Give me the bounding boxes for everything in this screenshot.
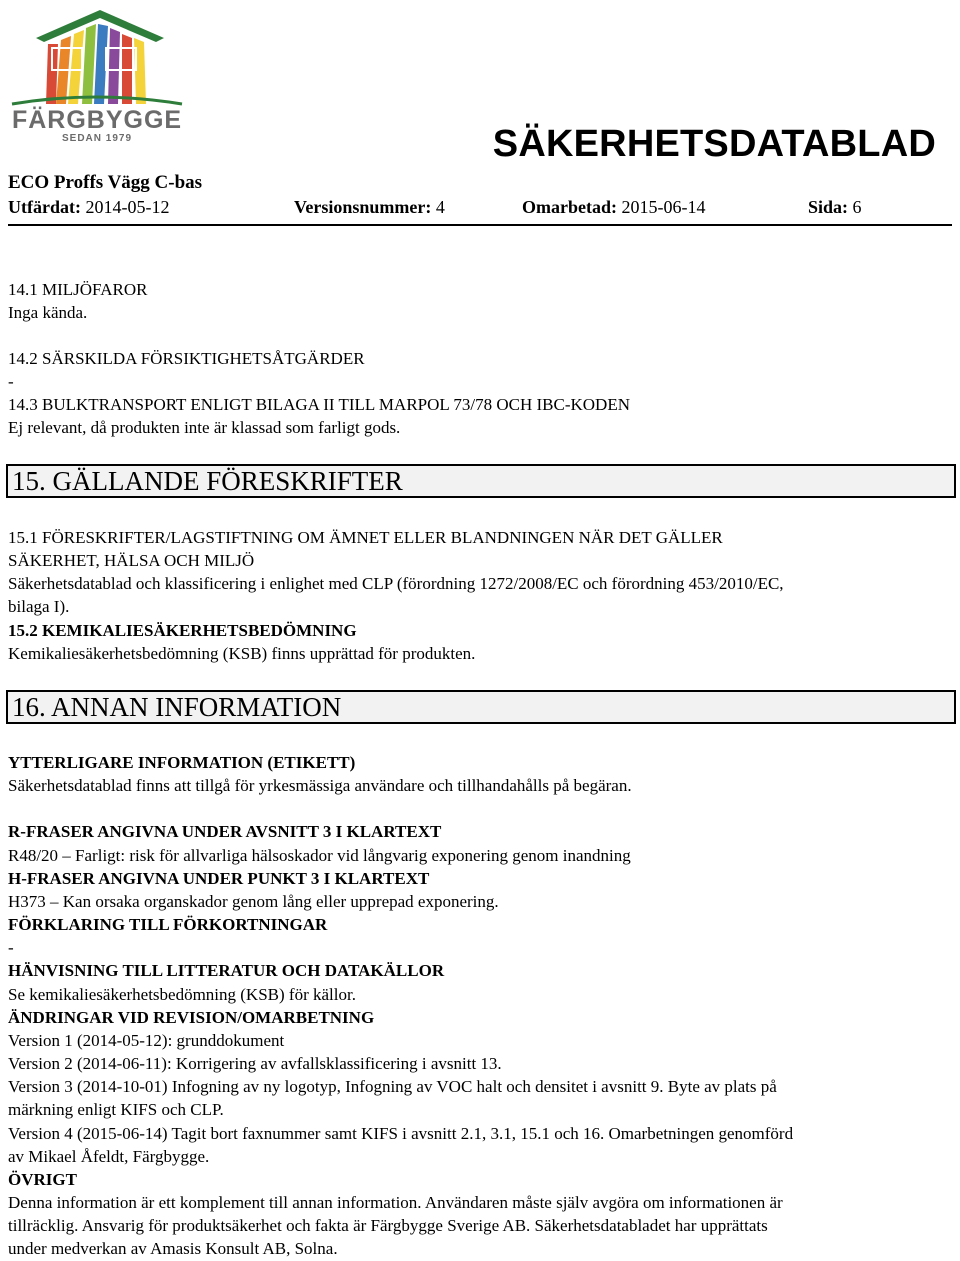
issued-field (8, 196, 169, 218)
version-value: 4 (435, 197, 445, 217)
product-name: ECO Proffs Vägg C-bas (8, 172, 203, 193)
text-14-2: - (8, 372, 14, 391)
heading-r-phrases: R-FRASER ANGIVNA UNDER AVSNITT 3 I KLARTEXT (8, 822, 442, 841)
logo-text: FÄRGBYGGE (11, 106, 183, 134)
issued-value: 2014-05-12 (85, 197, 170, 217)
issued-label: Utfärdat: (8, 197, 81, 217)
heading-revisions: ÄNDRINGAR VID REVISION/OMARBETNING (8, 1008, 375, 1027)
page-field (808, 196, 862, 218)
revision-v3-line2: märkning enligt KIFS och CLP. (8, 1100, 224, 1119)
version-field (294, 196, 445, 218)
fargbygge-logo (6, 6, 188, 148)
revised-value: 2015-06-14 (621, 197, 706, 217)
logo-subtext: SEDAN 1979 (61, 133, 133, 144)
text-r-phrases: R48/20 – Farligt: risk för allvarliga hälsoskador vid långvarig exponering genom inandning (8, 846, 631, 865)
revision-v3-line1: Version 3 (2014-10-01) Infogning av ny logotyp, Infogning av VOC halt och densitet i avsnitt 9. Byte av plats på (8, 1077, 777, 1096)
heading-14-3: 14.3 BULKTRANSPORT ENLIGT BILAGA II TILL MARPOL 73/78 OCH IBC-KODEN (8, 395, 630, 414)
heading-15-1-line1: 15.1 FÖRESKRIFTER/LAGSTIFTNING OM ÄMNET ELLER BLANDNINGEN NÄR DET GÄLLER (8, 528, 723, 547)
revision-v1: Version 1 (2014-05-12): grunddokument (8, 1031, 285, 1050)
text-15-1-line2: bilaga I). (8, 597, 70, 616)
revision-v4-line1: Version 4 (2015-06-14) Tagit bort faxnummer samt KIFS i avsnitt 2.1, 3.1, 15.1 och 16. Omarbetningen genomförd (8, 1124, 794, 1143)
heading-h-phrases: H-FRASER ANGIVNA UNDER PUNKT 3 I KLARTEXT (8, 869, 430, 888)
revised-label: Omarbetad: (522, 197, 617, 217)
heading-14-2: 14.2 SÄRSKILDA FÖRSIKTIGHETSÅTGÄRDER (8, 349, 365, 368)
text-14-1: Inga kända. (8, 303, 88, 322)
other-line3: under medverkan av Amasis Konsult AB, Solna. (8, 1239, 338, 1258)
heading-extra-info: YTTERLIGARE INFORMATION (ETIKETT) (8, 753, 356, 772)
other-line1: Denna information är ett komplement till annan information. Användaren måste själv avgöra om informationen är (8, 1193, 783, 1212)
text-literature: Se kemikaliesäkerhetsbedömning (KSB) för källor. (8, 985, 356, 1004)
text-15-2: Kemikaliesäkerhetsbedömning (KSB) finns upprättad för produkten. (8, 644, 476, 663)
header-divider (8, 224, 952, 226)
text-15-1-line1: Säkerhetsdatablad och klassificering i enlighet med CLP (förordning 1272/2008/EC och förordning 453/2010/EC, (8, 574, 784, 593)
heading-15-2: 15.2 KEMIKALIESÄKERHETSBEDÖMNING (8, 621, 357, 640)
version-label: Versionsnummer: (294, 197, 432, 217)
text-h-phrases: H373 – Kan orsaka organskador genom lång eller upprepad exponering. (8, 892, 499, 911)
text-14-3: Ej relevant, då produkten inte är klassad som farligt gods. (8, 418, 401, 437)
heading-literature: HÄNVISNING TILL LITTERATUR OCH DATAKÄLLOR (8, 961, 445, 980)
text-abbreviations: - (8, 938, 14, 957)
revision-v4-line2: av Mikael Åfeldt, Färgbygge. (8, 1147, 210, 1166)
page-number: 6 (852, 197, 862, 217)
text-extra-info: Säkerhetsdatablad finns att tillgå för yrkesmässiga användare och tillhandahålls på begäran. (8, 776, 632, 795)
page-label: Sida: (808, 197, 849, 217)
heading-abbreviations: FÖRKLARING TILL FÖRKORTNINGAR (8, 915, 328, 934)
section-15-heading: 15. GÄLLANDE FÖRESKRIFTER (6, 464, 956, 498)
heading-14-1: 14.1 MILJÖFAROR (8, 280, 148, 299)
heading-15-1-line2: SÄKERHET, HÄLSA OCH MILJÖ (8, 551, 255, 570)
heading-other: ÖVRIGT (8, 1170, 77, 1189)
other-line2: tillräcklig. Ansvarig för produktsäkerhet och fakta är Färgbygge Sverige AB. Säkerhetsdatabladet har upprättats (8, 1216, 768, 1235)
section-16-heading: 16. ANNAN INFORMATION (6, 690, 956, 724)
document-title: SÄKERHETSDATABLAD (492, 123, 936, 165)
revision-v2: Version 2 (2014-06-11): Korrigering av avfallsklassificering i avsnitt 13. (8, 1054, 502, 1073)
revised-field (522, 196, 705, 218)
